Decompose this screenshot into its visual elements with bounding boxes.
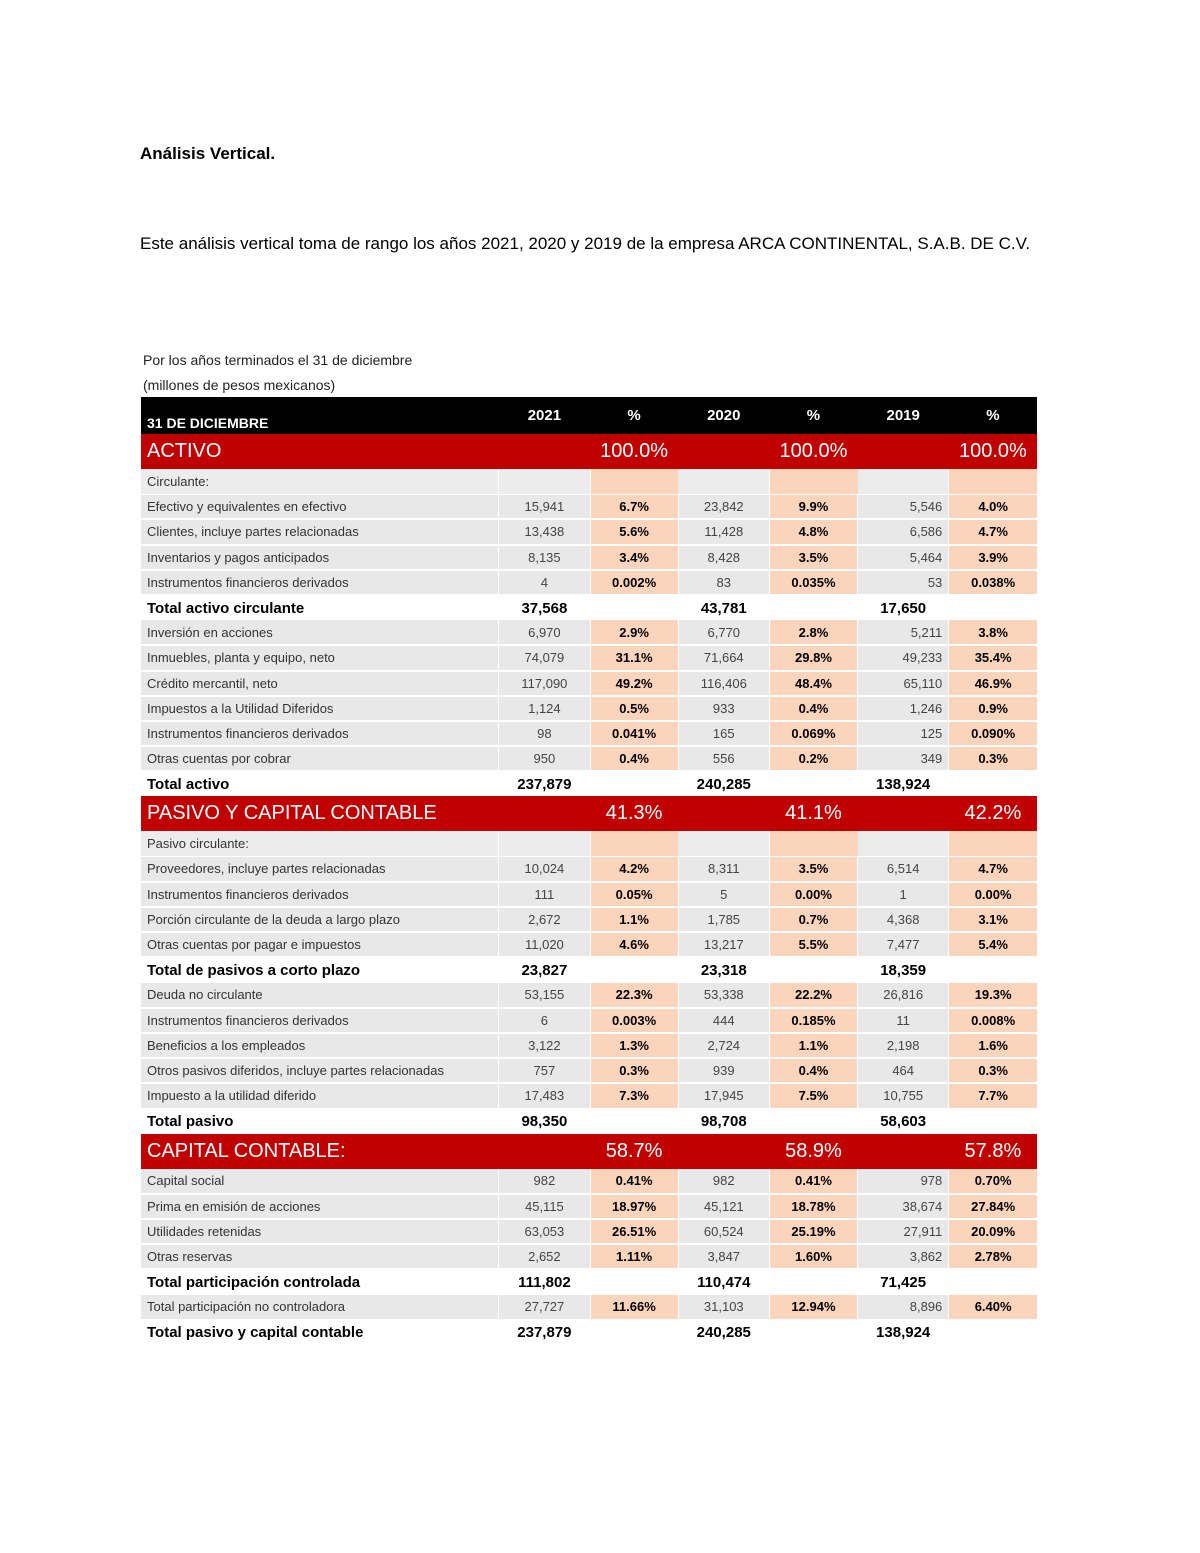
percent-2020 (769, 1320, 857, 1345)
table-row (141, 696, 1037, 721)
percent-2020: 0.7% (769, 907, 857, 932)
value-2021 (499, 434, 590, 469)
table-row (141, 671, 1037, 696)
percent-2021: 0.4% (590, 746, 678, 771)
value-2019: 26,816 (858, 983, 949, 1008)
percent-2019 (949, 595, 1037, 620)
percent-2020: 1.1% (769, 1033, 857, 1058)
value-2020: 933 (678, 696, 769, 721)
value-2019: 65,110 (858, 671, 949, 696)
value-2020: 556 (678, 746, 769, 771)
value-2021: 98,350 (499, 1109, 590, 1134)
value-2020 (678, 434, 769, 469)
percent-2021: 1.1% (590, 907, 678, 932)
percent-2021 (590, 1109, 678, 1134)
value-2020: 83 (678, 570, 769, 595)
value-2021: 982 (499, 1169, 590, 1194)
value-2020: 11,428 (678, 519, 769, 544)
table-row (141, 1033, 1037, 1058)
value-2020: 1,785 (678, 907, 769, 932)
value-2019: 71,425 (858, 1269, 949, 1294)
table-header-row (141, 397, 1037, 434)
value-2020: 444 (678, 1008, 769, 1033)
value-2020: 60,524 (678, 1219, 769, 1244)
row-label: Deuda no circulante (141, 983, 499, 1008)
row-label: Total de pasivos a corto plazo (141, 957, 499, 982)
row-label: Instrumentos financieros derivados (141, 1008, 499, 1033)
value-2021: 2,672 (499, 907, 590, 932)
percent-2019: 0.00% (949, 882, 1037, 907)
percent-2019: 4.0% (949, 494, 1037, 519)
percent-2021: 5.6% (590, 519, 678, 544)
row-label: CAPITAL CONTABLE: (141, 1134, 499, 1169)
percent-2021: 7.3% (590, 1083, 678, 1108)
value-2020: 165 (678, 721, 769, 746)
percent-2019: 1.6% (949, 1033, 1037, 1058)
value-2021 (499, 1134, 590, 1169)
row-label: Efectivo y equivalentes en efectivo (141, 494, 499, 519)
value-2019: 4,368 (858, 907, 949, 932)
value-2021: 23,827 (499, 957, 590, 982)
table-row (141, 1219, 1037, 1244)
value-2020: 3,847 (678, 1244, 769, 1269)
value-2021: 6,970 (499, 620, 590, 645)
value-2019: 8,896 (858, 1295, 949, 1320)
percent-2021 (590, 595, 678, 620)
table-caption-period: Por los años terminados el 31 de diciembre (143, 352, 413, 368)
percent-2019: 0.008% (949, 1008, 1037, 1033)
percent-2021 (590, 1320, 678, 1345)
percent-2019: 3.8% (949, 620, 1037, 645)
row-label: Pasivo circulante: (141, 831, 499, 856)
percent-2020: 12.94% (769, 1295, 857, 1320)
value-2020: 939 (678, 1058, 769, 1083)
subsection-row (141, 831, 1037, 856)
table-row (141, 494, 1037, 519)
row-label: Instrumentos financieros derivados (141, 721, 499, 746)
table-row (141, 519, 1037, 544)
value-2019: 11 (858, 1008, 949, 1033)
row-label: Porción circulante de la deuda a largo plazo (141, 907, 499, 932)
value-2019: 1,246 (858, 696, 949, 721)
row-label: Instrumentos financieros derivados (141, 570, 499, 595)
value-2020 (678, 1134, 769, 1169)
percent-2020 (769, 831, 857, 856)
percent-2019: 0.70% (949, 1169, 1037, 1194)
percent-2021 (590, 957, 678, 982)
percent-2020: 2.8% (769, 620, 857, 645)
value-2020 (678, 469, 769, 494)
percent-2021 (590, 1269, 678, 1294)
percent-2020: 0.035% (769, 570, 857, 595)
percent-2021: 1.11% (590, 1244, 678, 1269)
value-2020: 8,311 (678, 857, 769, 882)
percent-2019 (949, 771, 1037, 796)
value-2019: 17,650 (858, 595, 949, 620)
percent-2021: 6.7% (590, 494, 678, 519)
value-2019 (858, 1134, 949, 1169)
value-2019: 5,464 (858, 545, 949, 570)
header-label: 31 DE DICIEMBRE (141, 397, 499, 434)
percent-2021: 26.51% (590, 1219, 678, 1244)
header-year-2021: 2021 (499, 397, 590, 434)
table-row (141, 983, 1037, 1008)
percent-2020 (769, 771, 857, 796)
value-2020: 8,428 (678, 545, 769, 570)
value-2020: 45,121 (678, 1194, 769, 1219)
value-2019 (858, 796, 949, 831)
value-2021: 98 (499, 721, 590, 746)
percent-2021: 3.4% (590, 545, 678, 570)
value-2020: 17,945 (678, 1083, 769, 1108)
percent-2021: 0.041% (590, 721, 678, 746)
header-percent-2021: % (590, 397, 678, 434)
value-2021: 4 (499, 570, 590, 595)
percent-2020: 1.60% (769, 1244, 857, 1269)
value-2020: 6,770 (678, 620, 769, 645)
percent-2021 (590, 831, 678, 856)
percent-2020: 3.5% (769, 545, 857, 570)
percent-2020 (769, 957, 857, 982)
value-2020: 71,664 (678, 645, 769, 670)
row-label: Total participación controlada (141, 1269, 499, 1294)
value-2021: 8,135 (499, 545, 590, 570)
section-header-row (141, 434, 1037, 469)
header-percent-2019: % (949, 397, 1037, 434)
value-2020: 116,406 (678, 671, 769, 696)
row-label: Impuestos a la Utilidad Diferidos (141, 696, 499, 721)
table-row (141, 1169, 1037, 1194)
row-label: Clientes, incluye partes relacionadas (141, 519, 499, 544)
percent-2019: 5.4% (949, 932, 1037, 957)
percent-2019: 4.7% (949, 857, 1037, 882)
percent-2019: 0.3% (949, 746, 1037, 771)
table-row (141, 907, 1037, 932)
value-2021: 37,568 (499, 595, 590, 620)
percent-2020 (769, 1269, 857, 1294)
percent-2020: 7.5% (769, 1083, 857, 1108)
value-2019: 349 (858, 746, 949, 771)
value-2020: 5 (678, 882, 769, 907)
percent-2019: 19.3% (949, 983, 1037, 1008)
table-row (141, 857, 1037, 882)
percent-2020: 0.069% (769, 721, 857, 746)
row-label: Utilidades retenidas (141, 1219, 499, 1244)
row-label: Total participación no controladora (141, 1295, 499, 1320)
row-label: Total pasivo (141, 1109, 499, 1134)
percent-2020: 0.4% (769, 1058, 857, 1083)
value-2020: 43,781 (678, 595, 769, 620)
value-2021: 74,079 (499, 645, 590, 670)
percent-2021: 49.2% (590, 671, 678, 696)
value-2021: 111,802 (499, 1269, 590, 1294)
value-2019: 125 (858, 721, 949, 746)
percent-2019: 57.8% (949, 1134, 1037, 1169)
value-2020: 53,338 (678, 983, 769, 1008)
intro-paragraph: Este análisis vertical toma de rango los años 2021, 2020 y 2019 de la empresa ARCA CONTINENTAL, S.A.B. DE C.V. (140, 234, 1031, 253)
value-2019: 5,546 (858, 494, 949, 519)
percent-2020: 29.8% (769, 645, 857, 670)
section-header-row (141, 1134, 1037, 1169)
percent-2020 (769, 595, 857, 620)
value-2021: 2,652 (499, 1244, 590, 1269)
percent-2019 (949, 1320, 1037, 1345)
percent-2020: 0.185% (769, 1008, 857, 1033)
percent-2019: 42.2% (949, 796, 1037, 831)
value-2021: 11,020 (499, 932, 590, 957)
row-label: Otras reservas (141, 1244, 499, 1269)
table-row (141, 932, 1037, 957)
percent-2021: 1.3% (590, 1033, 678, 1058)
value-2020: 240,285 (678, 1320, 769, 1345)
percent-2021: 31.1% (590, 645, 678, 670)
row-label: ACTIVO (141, 434, 499, 469)
percent-2021: 100.0% (590, 434, 678, 469)
percent-2021: 22.3% (590, 983, 678, 1008)
percent-2019: 35.4% (949, 645, 1037, 670)
total-row (141, 771, 1037, 796)
percent-2021: 18.97% (590, 1194, 678, 1219)
value-2021: 17,483 (499, 1083, 590, 1108)
value-2020: 23,318 (678, 957, 769, 982)
percent-2020: 0.4% (769, 696, 857, 721)
table-row (141, 882, 1037, 907)
percent-2019: 27.84% (949, 1194, 1037, 1219)
table-row (141, 570, 1037, 595)
row-label: Total activo circulante (141, 595, 499, 620)
percent-2019: 0.090% (949, 721, 1037, 746)
percent-2019: 0.9% (949, 696, 1037, 721)
total-row (141, 957, 1037, 982)
value-2019: 7,477 (858, 932, 949, 957)
percent-2019: 100.0% (949, 434, 1037, 469)
header-percent-2020: % (769, 397, 857, 434)
table-row (141, 721, 1037, 746)
row-label: Inversión en acciones (141, 620, 499, 645)
value-2021: 237,879 (499, 1320, 590, 1345)
row-label: Total pasivo y capital contable (141, 1320, 499, 1345)
value-2019: 27,911 (858, 1219, 949, 1244)
row-label: Otras cuentas por pagar e impuestos (141, 932, 499, 957)
row-label: PASIVO Y CAPITAL CONTABLE (141, 796, 499, 831)
percent-2020: 18.78% (769, 1194, 857, 1219)
percent-2021: 4.2% (590, 857, 678, 882)
value-2020: 982 (678, 1169, 769, 1194)
table-row (141, 1244, 1037, 1269)
value-2019: 53 (858, 570, 949, 595)
value-2020 (678, 831, 769, 856)
value-2020: 2,724 (678, 1033, 769, 1058)
value-2019 (858, 469, 949, 494)
table-row (141, 1194, 1037, 1219)
percent-2019: 7.7% (949, 1083, 1037, 1108)
value-2020: 98,708 (678, 1109, 769, 1134)
percent-2019: 2.78% (949, 1244, 1037, 1269)
percent-2019: 4.7% (949, 519, 1037, 544)
value-2021: 117,090 (499, 671, 590, 696)
value-2021 (499, 469, 590, 494)
table-row (141, 746, 1037, 771)
value-2021: 27,727 (499, 1295, 590, 1320)
row-label: Capital social (141, 1169, 499, 1194)
table-row (141, 645, 1037, 670)
percent-2020: 58.9% (769, 1134, 857, 1169)
percent-2020: 25.19% (769, 1219, 857, 1244)
value-2019: 464 (858, 1058, 949, 1083)
row-label: Crédito mercantil, neto (141, 671, 499, 696)
value-2019: 2,198 (858, 1033, 949, 1058)
header-year-2019: 2019 (858, 397, 949, 434)
percent-2021: 4.6% (590, 932, 678, 957)
row-label: Inventarios y pagos anticipados (141, 545, 499, 570)
percent-2020: 0.00% (769, 882, 857, 907)
row-label: Impuesto a la utilidad diferido (141, 1083, 499, 1108)
value-2020: 23,842 (678, 494, 769, 519)
value-2019: 38,674 (858, 1194, 949, 1219)
percent-2019 (949, 1269, 1037, 1294)
table-body (141, 434, 1037, 1345)
row-label: Total activo (141, 771, 499, 796)
percent-2019: 20.09% (949, 1219, 1037, 1244)
value-2021: 757 (499, 1058, 590, 1083)
percent-2019 (949, 831, 1037, 856)
value-2021: 6 (499, 1008, 590, 1033)
percent-2019 (949, 957, 1037, 982)
page-heading: Análisis Vertical. (140, 144, 276, 163)
value-2021: 3,122 (499, 1033, 590, 1058)
value-2021: 10,024 (499, 857, 590, 882)
total-row (141, 1320, 1037, 1345)
percent-2020: 9.9% (769, 494, 857, 519)
percent-2019: 3.1% (949, 907, 1037, 932)
row-label: Beneficios a los empleados (141, 1033, 499, 1058)
value-2019: 5,211 (858, 620, 949, 645)
row-label: Instrumentos financieros derivados (141, 882, 499, 907)
percent-2021: 11.66% (590, 1295, 678, 1320)
value-2021 (499, 796, 590, 831)
percent-2021: 0.3% (590, 1058, 678, 1083)
value-2019: 978 (858, 1169, 949, 1194)
value-2020: 13,217 (678, 932, 769, 957)
percent-2021: 2.9% (590, 620, 678, 645)
value-2021: 63,053 (499, 1219, 590, 1244)
row-label: Inmuebles, planta y equipo, neto (141, 645, 499, 670)
value-2019 (858, 434, 949, 469)
total-row (141, 595, 1037, 620)
table-row (141, 1058, 1037, 1083)
value-2019 (858, 831, 949, 856)
percent-2021: 0.003% (590, 1008, 678, 1033)
value-2021: 53,155 (499, 983, 590, 1008)
percent-2021: 41.3% (590, 796, 678, 831)
subsection-row (141, 469, 1037, 494)
percent-2020: 48.4% (769, 671, 857, 696)
table-row (141, 1008, 1037, 1033)
percent-2021: 0.002% (590, 570, 678, 595)
percent-2019: 0.038% (949, 570, 1037, 595)
percent-2019: 3.9% (949, 545, 1037, 570)
balance-sheet-table (141, 397, 1037, 1345)
value-2019: 58,603 (858, 1109, 949, 1134)
percent-2021: 0.5% (590, 696, 678, 721)
value-2020 (678, 796, 769, 831)
value-2019: 138,924 (858, 771, 949, 796)
percent-2019: 46.9% (949, 671, 1037, 696)
value-2021: 45,115 (499, 1194, 590, 1219)
value-2019: 138,924 (858, 1320, 949, 1345)
value-2019: 6,586 (858, 519, 949, 544)
percent-2019: 6.40% (949, 1295, 1037, 1320)
percent-2020 (769, 1109, 857, 1134)
value-2019: 6,514 (858, 857, 949, 882)
percent-2020: 0.2% (769, 746, 857, 771)
table-row (141, 1083, 1037, 1108)
percent-2021 (590, 771, 678, 796)
percent-2020: 4.8% (769, 519, 857, 544)
value-2019: 3,862 (858, 1244, 949, 1269)
value-2020: 240,285 (678, 771, 769, 796)
row-label: Otras cuentas por cobrar (141, 746, 499, 771)
value-2021: 111 (499, 882, 590, 907)
percent-2021: 0.41% (590, 1169, 678, 1194)
table-row (141, 1295, 1037, 1320)
value-2021: 1,124 (499, 696, 590, 721)
percent-2020: 0.41% (769, 1169, 857, 1194)
percent-2021 (590, 469, 678, 494)
percent-2020: 5.5% (769, 932, 857, 957)
row-label: Otros pasivos diferidos, incluye partes relacionadas (141, 1058, 499, 1083)
percent-2019 (949, 469, 1037, 494)
value-2019: 18,359 (858, 957, 949, 982)
value-2021 (499, 831, 590, 856)
table-row (141, 620, 1037, 645)
value-2019: 49,233 (858, 645, 949, 670)
row-label: Prima en emisión de acciones (141, 1194, 499, 1219)
value-2020: 110,474 (678, 1269, 769, 1294)
row-label: Proveedores, incluye partes relacionadas (141, 857, 499, 882)
total-row (141, 1109, 1037, 1134)
section-header-row (141, 796, 1037, 831)
value-2021: 237,879 (499, 771, 590, 796)
value-2021: 15,941 (499, 494, 590, 519)
total-row (141, 1269, 1037, 1294)
header-year-2020: 2020 (678, 397, 769, 434)
percent-2021: 0.05% (590, 882, 678, 907)
value-2020: 31,103 (678, 1295, 769, 1320)
value-2019: 1 (858, 882, 949, 907)
percent-2020: 41.1% (769, 796, 857, 831)
value-2019: 10,755 (858, 1083, 949, 1108)
table-caption-units: (millones de pesos mexicanos) (143, 377, 336, 393)
row-label: Circulante: (141, 469, 499, 494)
value-2021: 13,438 (499, 519, 590, 544)
percent-2019: 0.3% (949, 1058, 1037, 1083)
percent-2020: 100.0% (769, 434, 857, 469)
value-2021: 950 (499, 746, 590, 771)
percent-2021: 58.7% (590, 1134, 678, 1169)
table-row (141, 545, 1037, 570)
percent-2020 (769, 469, 857, 494)
percent-2020: 3.5% (769, 857, 857, 882)
percent-2019 (949, 1109, 1037, 1134)
percent-2020: 22.2% (769, 983, 857, 1008)
